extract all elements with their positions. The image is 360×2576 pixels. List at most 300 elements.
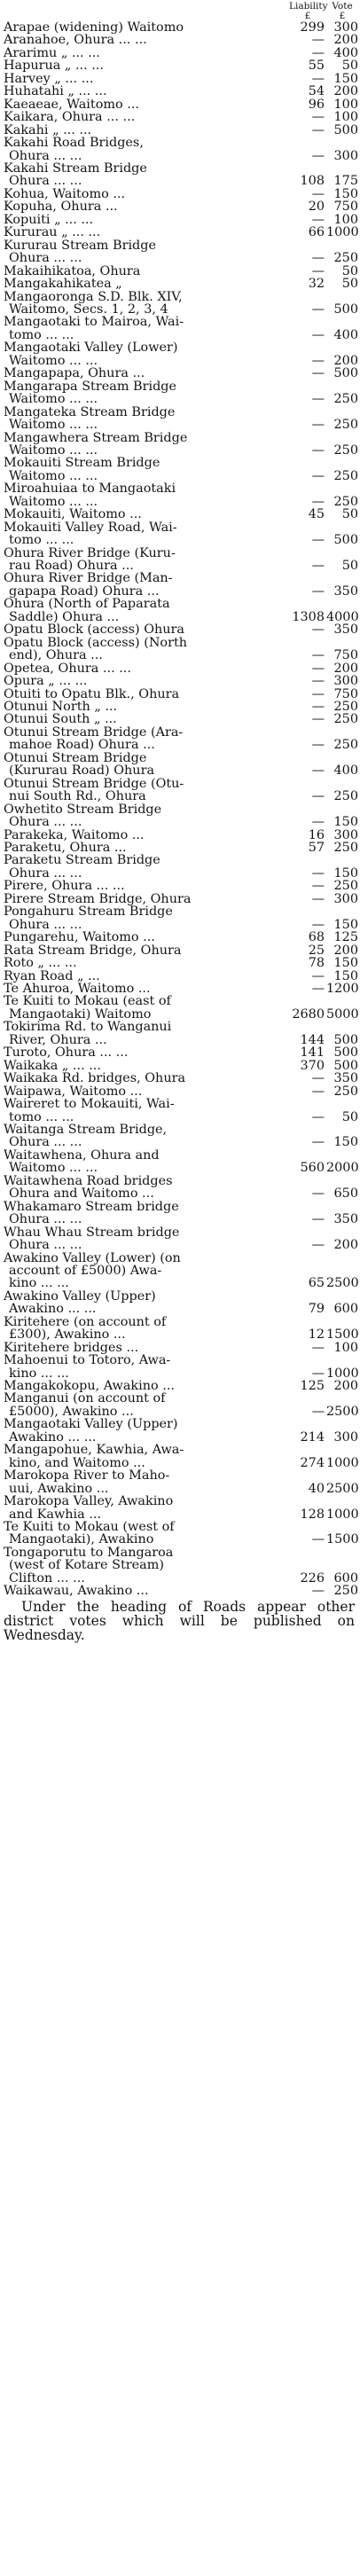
road-name: Mangawhera Stream Bridge Waitomo ... ... [4,430,188,458]
list-item [4,1060,358,1072]
liability-value: — [311,263,325,278]
road-name: Harvey „ ... ... [4,71,94,86]
list-item [4,842,358,854]
vote-value: 300 [333,20,358,35]
footer-note: Under the heading of Roads appear other district votes which will be published on Wednesday. [4,1598,355,1643]
road-name: Waikaka Rd. bridges, Ohura [4,1071,186,1086]
road-name: Waitanga Stream Bridge, Ohura ... ... [4,1122,168,1150]
vote-value: 250 [333,1084,358,1099]
liability-value: — [311,212,325,227]
vote-value: 250 [333,468,358,483]
vote-value: 150 [333,968,358,983]
vote-value: 350 [333,583,358,599]
list-item [4,893,358,905]
list-item [4,1085,358,1098]
vote-value: 100 [333,212,358,227]
vote-header: Vote [332,1,353,12]
liability-value: — [311,583,325,599]
road-name: Pongahuru Stream Bridge Ohura ... ... [4,904,173,932]
liability-value: 54 [308,84,325,99]
liability-value: 128 [300,1507,325,1522]
list-item [4,637,358,662]
list-item [4,316,358,341]
list-item [4,73,358,85]
vote-value: 50 [341,263,358,278]
road-name: Waitawhena, Ohura and Waitomo ... ... [4,1147,160,1176]
road-name: Mokauiti, Waitomo ... [4,507,142,522]
list-item [4,98,358,111]
vote-value: 500 [333,1045,358,1061]
list-item [4,1021,358,1046]
road-name: Kopuiti „ ... ... [4,212,94,227]
road-name: Otunui North „ ... [4,700,118,715]
vote-value: 350 [333,1212,358,1227]
vote-value: 300 [333,891,358,906]
road-name: Te Kuiti to Mokau (east of Mangaotaki) Waitomo [4,994,171,1022]
vote-value: 150 [333,815,358,830]
vote-value: 250 [333,738,358,753]
list-item [4,995,358,1021]
road-name: Waireret to Mokauiti, Wai- tomo ... ... [4,1097,175,1124]
list-item [4,482,358,508]
road-name: Rata Stream Bridge, Ohura [4,943,182,958]
liability-value: — [311,353,325,368]
liability-value: 144 [300,1032,325,1047]
vote-value: 250 [333,879,358,894]
vote-value: 250 [333,712,358,727]
vote-value: 1500 [326,1532,359,1547]
list-item [4,137,358,162]
vote-value: 250 [333,494,358,509]
road-name: Aranahoe, Ohura ... ... [4,33,147,48]
vote-value: 1200 [326,981,359,996]
vote-value: 150 [333,865,358,881]
vote-value: 1000 [326,1366,359,1381]
list-item [4,752,358,778]
vote-value: 500 [333,301,358,317]
liability-value: — [311,71,325,86]
liability-value: 226 [300,1570,325,1586]
liability-value: — [311,1084,325,1099]
vote-value: 250 [333,841,358,855]
vote-value: 50 [341,59,358,74]
road-name: Opatu Block (access) Ohura [4,622,184,638]
list-item [4,367,358,380]
vote-value: 2500 [326,1404,359,1419]
road-name: Otunui South „ ... [4,712,117,727]
vote-value: 2500 [326,1481,359,1496]
liability-value: 96 [308,97,325,112]
vote-value: 400 [333,45,358,60]
vote-value: 650 [333,1186,358,1202]
liability-value: — [311,251,325,266]
list-item [4,508,358,521]
road-name: Manganui (on account of £5000), Awakino ... [4,1391,166,1419]
liability-value: — [311,122,325,137]
vote-value: 250 [333,700,358,715]
road-name: Whakamaro Stream bridge Ohura ... ... [4,1199,179,1227]
vote-value: 250 [333,251,358,266]
list-item [4,957,358,969]
liability-value: — [311,1404,325,1419]
road-name: Kiritehere bridges ... [4,1340,139,1355]
liability-value: — [311,366,325,381]
vote-value: 250 [333,418,358,433]
vote-value: 350 [333,1071,358,1086]
vote-value: 750 [333,686,358,701]
liability-value: — [311,468,325,483]
liability-value: — [311,1584,325,1599]
liability-value: 1308 [292,609,325,624]
liability-value: — [311,45,325,60]
liability-value: 55 [308,59,325,74]
road-name: Ararimu „ ... ... [4,45,100,60]
road-name: Opura „ ... ... [4,674,88,689]
list-item [4,1469,358,1495]
list-item [4,1354,358,1380]
road-name: Ohura River Bridge (Kuru- rau Road) Ohura ... [4,545,176,574]
road-name: Huhatahi „ ... ... [4,84,107,99]
list-item [4,1175,358,1201]
road-name: Marokopa River to Maho- uui, Awakino ... [4,1468,170,1496]
road-name: Otunui Stream Bridge (Kururau Road) Ohura [4,750,155,779]
road-name: Parakeka, Waitomo ... [4,827,145,842]
road-name: Awakino Valley (Upper) Awakino ... ... [4,1288,156,1317]
list-item [4,983,358,995]
list-item [4,1290,358,1316]
liability-value: — [311,879,325,894]
road-name: Ohura River Bridge (Man- gapapa Road) Ohura ... [4,571,173,599]
vote-value: 250 [333,392,358,407]
liability-value: — [311,1340,325,1355]
road-name: Ryan Road „ ... [4,968,100,983]
vote-value: 250 [333,1584,358,1599]
liability-value: — [311,1212,325,1227]
vote-value: 750 [333,200,358,215]
liability-value: 32 [308,277,325,292]
list-item [4,1098,358,1124]
liability-value: 68 [308,930,325,945]
liability-value: — [311,418,325,433]
vote-value: 50 [341,507,358,522]
liability-value: — [311,865,325,881]
list-item [4,21,358,34]
list-item [4,85,358,98]
list-item [4,380,358,406]
list-item [4,1149,358,1175]
vote-value: 100 [333,110,358,125]
list-item [4,803,358,829]
vote-value: 1000 [326,225,359,240]
list-item [4,931,358,943]
liability-value: — [311,981,325,996]
liability-value: 299 [300,20,325,35]
list-item [4,226,358,239]
liability-value: — [311,1071,325,1086]
liability-value: 20 [308,200,325,215]
liability-value: — [311,700,325,715]
vote-value: 200 [333,33,358,48]
vote-value: 150 [333,186,358,201]
liability-value: — [311,968,325,983]
road-name: Arapae (widening) Waitomo [4,20,184,35]
list-item [4,1521,358,1546]
votes-list [4,21,358,1598]
list-item [4,341,358,367]
road-name: Paraketu Stream Bridge Ohura ... ... [4,853,160,881]
liability-value: — [311,442,325,458]
liability-value: 16 [308,827,325,842]
road-name: Mangapapa, Ohura ... [4,366,145,381]
liability-value: — [311,1109,325,1124]
list-item [4,572,358,598]
vote-unit: £ [339,11,346,21]
road-name: Kururau „ ... ... [4,225,101,240]
road-name: Kakahi Stream Bridge Ohura ... ... [4,161,147,189]
vote-value: 50 [341,559,358,574]
road-name: Tongaporutu to Mangaroa (west of Kotare Stream) Clifton ... ... [4,1545,174,1586]
vote-value: 100 [333,1340,358,1355]
road-name: Otuiti to Opatu Blk., Ohura [4,686,180,701]
list-item [4,1201,358,1226]
list-item [4,457,358,482]
road-name: Mangaotaki Valley (Lower) Waitomo ... ... [4,341,178,368]
list-item [4,1495,358,1521]
road-name: Pungarehu, Waitomo ... [4,930,155,945]
vote-value: 250 [333,789,358,804]
list-item [4,1546,358,1585]
liability-value: — [311,1186,325,1202]
vote-value: 175 [333,174,358,189]
list-item [4,291,358,317]
road-name: Mokauiti Stream Bridge Waitomo ... ... [4,456,160,483]
list-item [4,59,358,72]
liability-value: — [311,891,325,906]
liability-value: — [311,648,325,663]
vote-value: 300 [333,148,358,163]
list-item [4,880,358,892]
list-item [4,521,358,547]
vote-value: 2000 [326,1161,359,1176]
liability-value: — [311,917,325,932]
road-name: Paraketu, Ohura ... [4,841,127,855]
list-item [4,701,358,713]
liability-value: 2680 [292,1006,325,1022]
vote-value: 200 [333,661,358,676]
road-name: Te Ahuroa, Waitomo ... [4,981,151,996]
list-item [4,905,358,931]
liability-value: 141 [300,1045,325,1061]
liability-value: 45 [308,507,325,522]
liability-value: — [311,494,325,509]
vote-value: 125 [333,930,358,945]
vote-value: 600 [333,1570,358,1586]
road-name: Kakahi „ ... ... [4,122,92,137]
road-name: Kohua, Waitomo ... [4,186,126,201]
list-item [4,662,358,675]
liability-value: — [311,327,325,342]
road-name: Mokauiti Valley Road, Wai- tomo ... ... [4,520,177,548]
list-item [4,1252,358,1290]
vote-value: 150 [333,1135,358,1150]
list-item [4,944,358,957]
road-name: Makaihikatoa, Ohura [4,263,141,278]
liability-value: 125 [300,1379,325,1394]
road-name: Hapurua „ ... ... [4,59,104,74]
vote-value: 50 [341,277,358,292]
road-name: Waipawa, Waitomo ... [4,1084,143,1099]
list-item [4,406,358,432]
list-item [4,547,358,573]
list-item [4,278,358,290]
road-name: Opatu Block (access) (North end), Ohura ... [4,635,187,663]
vote-value: 500 [333,1058,358,1073]
liability-value: — [311,33,325,48]
road-name: Pirere, Ohura ... ... [4,879,125,894]
road-name: Mahoenui to Totoro, Awa- kino ... ... [4,1353,171,1381]
liability-value: — [311,392,325,407]
list-item [4,111,358,123]
road-name: Kaikara, Ohura ... ... [4,110,136,125]
vote-value: 1000 [326,1507,359,1522]
liability-value: — [311,674,325,689]
vote-value: 50 [341,1109,358,1124]
vote-value: 400 [333,327,358,342]
liability-value: 25 [308,943,325,958]
liability-value: — [311,661,325,676]
vote-value: 350 [333,622,358,638]
road-name: Mangaotaki to Mairoa, Wai- tomo ... ... [4,315,184,342]
list-item [4,598,358,623]
list-item [4,1046,358,1059]
list-item [4,1124,358,1149]
list-item [4,713,358,725]
liability-value: 12 [308,1327,325,1343]
vote-value: 1500 [326,1327,359,1343]
liability-value: — [311,789,325,804]
list-item [4,47,358,59]
liability-value: 214 [300,1429,325,1445]
road-name: Mangapohue, Kawhia, Awa- kino, and Waitomo ... [4,1443,184,1470]
vote-value: 300 [333,1429,358,1445]
liability-value: — [311,1238,325,1253]
road-name: Owhetito Stream Bridge Ohura ... ... [4,802,162,830]
vote-value: 200 [333,353,358,368]
list-item [4,829,358,842]
vote-value: 500 [333,1032,358,1047]
road-name: Tokirima Rd. to Wanganui River, Ohura ... [4,1020,172,1047]
vote-value: 300 [333,674,358,689]
vote-value: 500 [333,533,358,548]
list-item [4,1072,358,1084]
list-item [4,623,358,636]
list-item [4,1418,358,1444]
road-name: Mangarapa Stream Bridge Waitomo ... ... [4,379,177,407]
liability-value: 79 [308,1302,325,1317]
vote-value: 5000 [326,1006,359,1022]
liability-value: 40 [308,1481,325,1496]
liability-value: 370 [300,1058,325,1073]
liability-value: — [311,1366,325,1381]
vote-value: 200 [333,943,358,958]
list-item [4,1380,358,1392]
road-name: Mangakahikatea „ [4,277,122,292]
road-name: Mangaotaki Valley (Upper) Awakino ... ... [4,1417,178,1445]
vote-value: 200 [333,84,358,99]
road-name: Ohura (North of Paparata Saddle) Ohura ... [4,597,170,624]
liability-value: — [311,1532,325,1547]
list-item [4,188,358,200]
vote-value: 2500 [326,1276,359,1291]
list-item [4,1392,358,1418]
vote-value: 1000 [326,1455,359,1470]
liability-value: — [311,301,325,317]
road-name: Kururau Stream Bridge Ohura ... ... [4,238,156,266]
list-item [4,1226,358,1252]
liability-value: — [311,1135,325,1150]
road-name: Otunui Stream Bridge (Ara- mahoe Road) Ohura ... [4,724,184,753]
vote-value: 200 [333,1238,358,1253]
liability-value: — [311,763,325,779]
list-item [4,726,358,752]
list-item [4,239,358,265]
road-name: Miroahuiaa to Mangaotaki Waitomo ... ... [4,482,176,509]
liability-value: — [311,712,325,727]
liability-value: 57 [308,841,325,855]
liability-unit: £ [304,11,311,21]
list-item [4,34,358,46]
vote-value: 500 [333,366,358,381]
list-item [4,778,358,803]
list-item [4,1342,358,1354]
vote-value: 400 [333,763,358,779]
list-item [4,162,358,188]
vote-value: 250 [333,442,358,458]
road-name: Mangaoronga S.D. Blk. XIV, Waitomo, Secs. 1, 2, 3, 4 [4,289,183,317]
list-item [4,214,358,226]
list-item [4,675,358,687]
liability-value: 560 [300,1161,325,1176]
list-item [4,124,358,137]
vote-value: 150 [333,917,358,932]
liability-value: 78 [308,956,325,971]
liability-value: 65 [308,1276,325,1291]
road-name: Whau Whau Stream bridge Ohura ... ... [4,1225,180,1253]
road-name: Awakino Valley (Lower) (on account of £5000) Awa- kino ... ... [4,1250,181,1291]
list-item [4,265,358,278]
liability-value: — [311,622,325,638]
list-item [4,854,358,880]
road-name: Kaeaeae, Waitomo ... [4,97,139,112]
road-name: Te Kuiti to Mokau (west of Mangaotaki), Awakino [4,1520,175,1547]
list-item [4,970,358,983]
road-name: Waikawau, Awakino ... [4,1584,149,1599]
road-name: Roto „ ... ... [4,956,77,971]
liability-value: — [311,686,325,701]
liability-value: 66 [308,225,325,240]
road-name: Otunui Stream Bridge (Otu- nui South Rd., Ohura [4,776,184,804]
road-name: Kopuha, Ohura ... [4,200,118,215]
vote-value: 600 [333,1302,358,1317]
vote-value: 4000 [326,609,359,624]
vote-value: 500 [333,122,358,137]
vote-value: 300 [333,827,358,842]
list-item [4,688,358,701]
liability-value: — [311,738,325,753]
liability-value: — [311,533,325,548]
list-item [4,1585,358,1597]
liability-value: 108 [300,174,325,189]
